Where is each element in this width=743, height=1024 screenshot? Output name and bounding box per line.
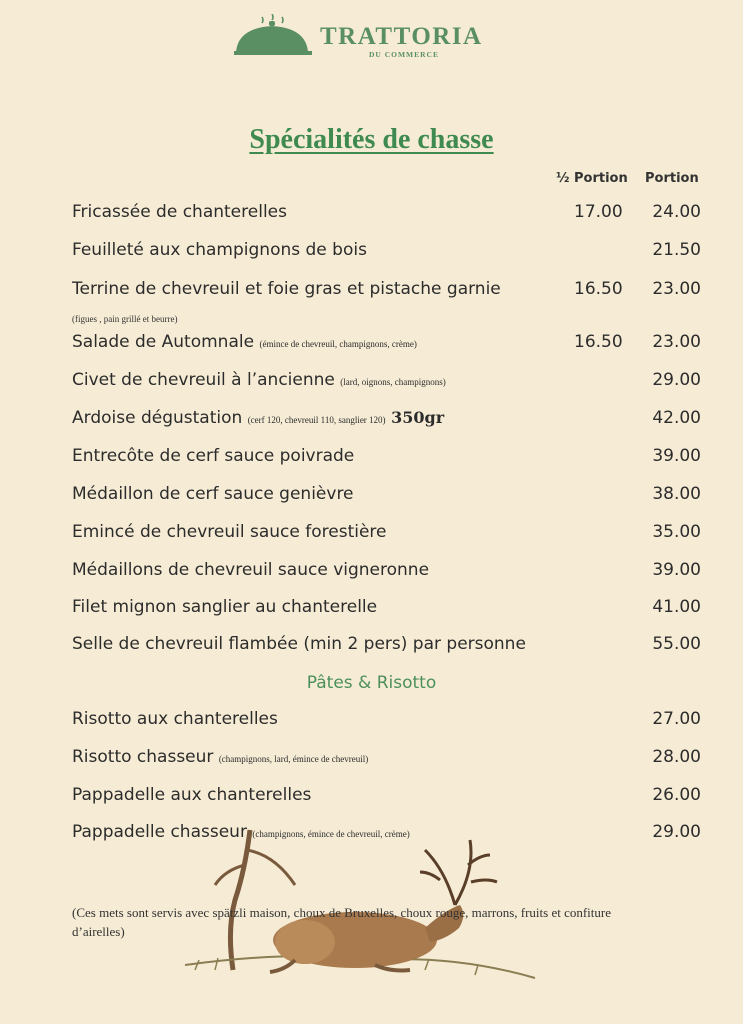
half-price: 16.50: [574, 332, 623, 352]
brand-subtitle: DU COMMERCE: [369, 50, 439, 59]
section-heading-pasta: Pâtes & Risotto: [306, 673, 437, 693]
menu-item-name-wrap: [72, 446, 354, 466]
menu-item-name-wrap: [72, 634, 526, 654]
menu-item-name: Entrecôte de cerf sauce poivrade: [72, 446, 355, 466]
price: 55.00: [652, 634, 701, 654]
side-dishes-note: (Ces mets sont servis avec spätzli maison, choux de Bruxelles, choux rouge, marrons, fruits et confiture d’airelles): [72, 905, 612, 939]
menu-item: [72, 332, 701, 360]
column-header-full: Portion: [645, 171, 699, 186]
menu-item: [72, 634, 701, 662]
menu-item-name: Civet de chevreuil à l’ancienne: [72, 370, 341, 390]
price: 29.00: [652, 822, 701, 842]
menu-item-detail: (champignons, émince de chevreuil, crème): [252, 829, 410, 839]
column-header-half: ½ Portion: [556, 171, 628, 186]
price: 41.00: [652, 597, 701, 617]
menu-item: [72, 785, 701, 813]
menu-item-name: Risotto aux chanterelles: [72, 709, 278, 729]
menu-item-name-wrap: [72, 709, 278, 729]
cloche-icon: [232, 14, 317, 56]
menu-item-name: Salade de Automnale: [72, 332, 260, 352]
menu-item-name: Risotto chasseur: [72, 747, 219, 767]
price: 28.00: [652, 747, 701, 767]
half-price: 16.50: [574, 279, 623, 299]
menu-item: [72, 560, 701, 588]
menu-item-name: Terrine de chevreuil et foie gras et pistache garnie: [72, 279, 501, 299]
menu-item: [72, 522, 701, 550]
menu-item-name-wrap: [72, 332, 417, 352]
menu-item-name-wrap: [72, 785, 311, 805]
price: 35.00: [652, 522, 701, 542]
price: 27.00: [652, 709, 701, 729]
price: 39.00: [652, 560, 701, 580]
menu-item-name: Ardoise dégustation: [72, 408, 248, 428]
menu-item-name: Médaillons de chevreuil sauce vigneronne: [72, 560, 430, 580]
menu-item-name-wrap: [72, 560, 429, 580]
menu-item-name-wrap: [72, 484, 354, 504]
menu-item: [72, 446, 701, 474]
menu-item-name-wrap: [72, 408, 444, 428]
page-title-text: Spécialités de chasse: [249, 124, 494, 155]
terrine-note: (figues , pain grillé et beurre): [72, 314, 178, 324]
menu-item-detail: (champignons, lard, émince de chevreuil): [218, 754, 369, 764]
price: 38.00: [652, 484, 701, 504]
menu-item-name: Emincé de chevreuil sauce forestière: [72, 522, 387, 542]
menu-item-weight: 350gr: [385, 408, 445, 427]
price: 39.00: [652, 446, 701, 466]
menu-item-name-wrap: [72, 522, 387, 542]
menu-item: [72, 484, 701, 512]
page-title: [0, 124, 743, 156]
menu-item-name-wrap: [72, 202, 287, 222]
menu-item-name: Fricassée de chanterelles: [72, 202, 287, 222]
price: 42.00: [652, 408, 701, 428]
menu-item-name-wrap: [72, 597, 377, 617]
menu-item-detail: (cerf 120, chevreuil 110, sanglier 120): [247, 415, 386, 425]
price: 23.00: [652, 332, 701, 352]
price: 24.00: [652, 202, 701, 222]
menu-item-name: Médaillon de cerf sauce genièvre: [72, 484, 354, 504]
menu-item-name: Feuilleté aux champignons de bois: [72, 240, 367, 260]
price: 23.00: [652, 279, 701, 299]
menu-item-name-wrap: [72, 747, 368, 767]
trattoria-logo: [232, 14, 532, 64]
menu-item-name: Pappadelle chasseur: [72, 822, 253, 842]
menu-item-detail: (émince de chevreuil, champignons, crème): [259, 339, 417, 349]
menu-item-name-wrap: [72, 370, 446, 390]
menu-item: [72, 279, 701, 307]
menu-item: [72, 240, 701, 268]
menu-item-name: Pappadelle aux chanterelles: [72, 785, 312, 805]
menu-item: [72, 709, 701, 737]
menu-item: [72, 370, 701, 398]
menu-item: [72, 597, 701, 625]
menu-item-name: Selle de chevreuil flambée (min 2 pers) par personne: [72, 634, 526, 654]
menu-item: [72, 747, 701, 775]
menu-item-name-wrap: [72, 279, 501, 299]
menu-item-detail: (lard, oignons, champignons): [340, 377, 446, 387]
price: 29.00: [652, 370, 701, 390]
menu-item: [72, 202, 701, 230]
brand-name: TRATTORIA: [320, 23, 483, 50]
price: 21.50: [652, 240, 701, 260]
price: 26.00: [652, 785, 701, 805]
menu-item-name: Filet mignon sanglier au chanterelle: [72, 597, 378, 617]
menu-item: [72, 408, 701, 436]
half-price: 17.00: [574, 202, 623, 222]
menu-item-name-wrap: [72, 240, 367, 260]
